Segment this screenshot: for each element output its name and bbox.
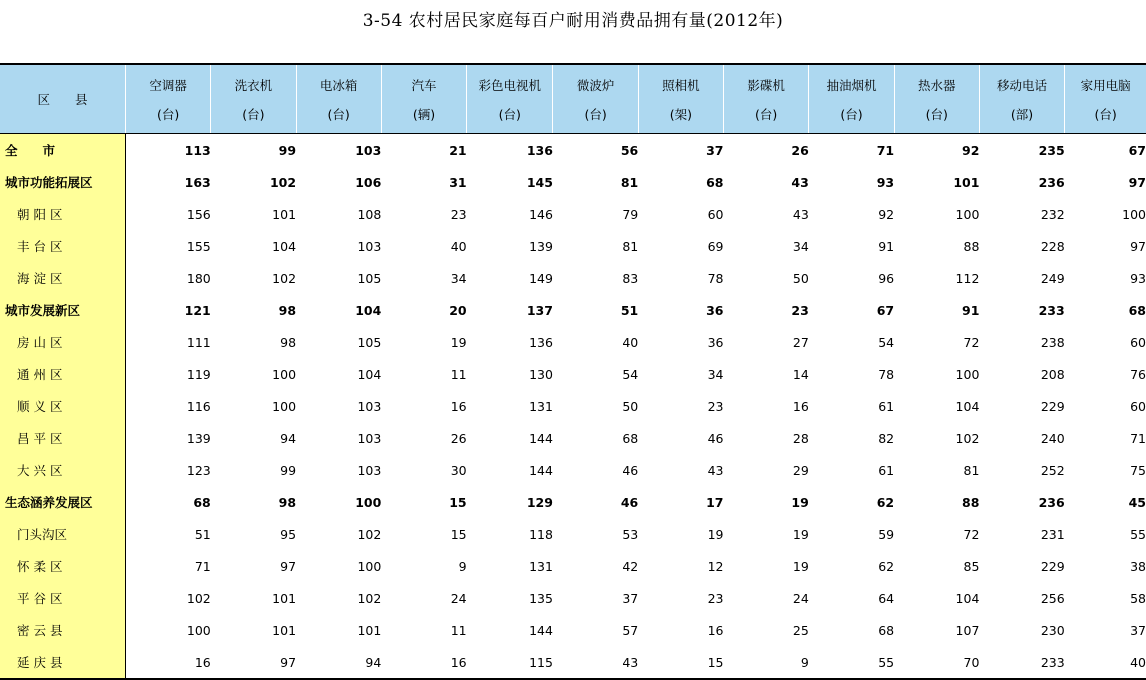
table-row [0,454,1146,486]
table-row [0,198,1146,230]
value-cell: 98 [278,302,297,318]
value-cell: 26 [791,142,809,158]
value-cell: 34 [707,366,724,382]
value-cell: 46 [622,462,639,478]
value-cell: 104 [955,590,980,606]
value-cell: 70 [894,646,979,679]
value-cell: 208 [1040,366,1065,382]
column-unit: (部) [1010,106,1034,122]
value-cell: 101 [272,206,297,222]
value-cell: 95 [280,526,297,542]
column-unit: (台) [925,106,948,122]
region-column-header: 区 县 [0,64,125,134]
value-cell: 131 [529,398,553,414]
value-cell: 9 [458,558,467,574]
value-cell: 58 [1130,590,1146,606]
column-name: 抽油烟机 [826,77,877,93]
region-cell: 海 淀 区 [0,262,125,294]
table-row [0,230,1146,262]
value-cell: 144 [529,462,553,478]
value-cell: 23 [450,206,467,222]
column-unit: (台) [840,106,863,122]
value-cell: 54 [622,366,639,382]
value-cell: 137 [526,302,553,318]
value-cell: 50 [792,270,809,286]
value-cell: 145 [526,174,553,190]
value-cell: 103 [355,142,382,158]
value-cell: 43 [553,646,638,679]
value-cell: 119 [186,366,211,382]
value-cell: 113 [184,142,211,158]
value-cell: 11 [450,366,467,382]
value-cell: 78 [707,270,724,286]
column-name: 汽车 [411,77,437,93]
value-cell: 24 [792,590,809,606]
value-cell: 36 [707,334,724,350]
value-cell: 103 [357,238,382,254]
value-cell: 40 [1065,646,1146,679]
value-cell: 230 [1040,622,1065,638]
value-cell: 100 [272,398,297,414]
value-cell: 229 [1040,558,1065,574]
value-cell: 36 [706,302,724,318]
value-cell: 93 [876,174,895,190]
column-header [894,64,979,134]
table-row [0,134,1146,167]
column-name: 照相机 [662,77,700,93]
table-row [0,422,1146,454]
column-header [125,64,210,134]
value-cell: 91 [878,238,895,254]
value-cell: 25 [792,622,809,638]
value-cell: 81 [620,174,639,190]
value-cell: 26 [450,430,467,446]
value-cell: 60 [707,206,724,222]
column-header [381,64,466,134]
value-cell: 43 [792,206,809,222]
column-unit: (台) [327,106,350,122]
value-cell: 9 [724,646,809,679]
value-cell: 108 [357,206,382,222]
value-cell: 16 [707,622,724,638]
value-cell: 45 [1128,494,1146,510]
value-cell: 85 [963,558,980,574]
value-cell: 72 [963,526,980,542]
value-cell: 100 [1122,206,1146,222]
value-cell: 75 [1130,462,1146,478]
value-cell: 37 [1130,622,1146,638]
table-row [0,262,1146,294]
value-cell: 54 [878,334,895,350]
region-cell: 大 兴 区 [0,454,125,486]
value-cell: 97 [211,646,296,679]
value-cell: 19 [450,334,467,350]
value-cell: 156 [186,206,211,222]
value-cell: 56 [620,142,639,158]
value-cell: 61 [878,398,895,414]
value-cell: 97 [280,558,297,574]
value-cell: 149 [529,270,553,286]
column-unit: (台) [242,106,265,122]
value-cell: 78 [878,366,895,382]
value-cell: 23 [707,398,724,414]
column-name: 家用电脑 [1080,77,1131,93]
region-cell: 朝 阳 区 [0,198,125,230]
value-cell: 51 [620,302,639,318]
region-cell: 昌 平 区 [0,422,125,454]
column-name: 彩色电视机 [478,77,542,93]
value-cell: 163 [184,174,211,190]
value-cell: 11 [450,622,467,638]
table-row [0,614,1146,646]
region-cell: 丰 台 区 [0,230,125,262]
header-row [0,64,1146,134]
value-cell: 51 [194,526,211,542]
value-cell: 81 [963,462,980,478]
value-cell: 31 [449,174,467,190]
value-cell: 23 [707,590,724,606]
value-cell: 236 [1038,174,1065,190]
value-cell: 14 [792,366,809,382]
value-cell: 104 [272,238,297,254]
value-cell: 94 [280,430,297,446]
value-cell: 238 [1040,334,1065,350]
value-cell: 23 [791,302,809,318]
value-cell: 42 [622,558,639,574]
value-cell: 19 [791,494,809,510]
value-cell: 67 [1128,142,1146,158]
value-cell: 82 [878,430,895,446]
value-cell: 55 [809,646,894,679]
table-row [0,486,1146,518]
value-cell: 94 [296,646,381,679]
value-cell: 130 [529,366,553,382]
column-header [809,64,894,134]
value-cell: 60 [1130,398,1146,414]
table-row [0,582,1146,614]
value-cell: 256 [1040,590,1065,606]
value-cell: 105 [357,270,382,286]
value-cell: 46 [707,430,724,446]
value-cell: 15 [450,526,467,542]
value-cell: 24 [450,590,467,606]
value-cell: 98 [280,334,297,350]
value-cell: 102 [955,430,980,446]
value-cell: 37 [622,590,639,606]
value-cell: 101 [357,622,382,638]
value-cell: 79 [622,206,639,222]
value-cell: 136 [529,334,553,350]
value-cell: 103 [357,430,382,446]
value-cell: 62 [876,494,895,510]
value-cell: 98 [278,494,297,510]
value-cell: 19 [707,526,724,542]
value-cell: 43 [707,462,724,478]
value-cell: 50 [622,398,639,414]
column-name: 微波炉 [576,77,615,93]
column-unit: (台) [156,106,180,122]
table-row [0,390,1146,422]
value-cell: 136 [526,142,553,158]
value-cell: 115 [467,646,553,679]
value-cell: 100 [955,206,980,222]
value-cell: 68 [193,494,211,510]
value-cell: 64 [878,590,895,606]
table-row [0,518,1146,550]
value-cell: 21 [449,142,467,158]
value-cell: 144 [529,622,553,638]
value-cell: 30 [450,462,467,478]
value-cell: 101 [272,590,297,606]
value-cell: 102 [186,590,211,606]
value-cell: 97 [1128,174,1146,190]
value-cell: 155 [186,238,211,254]
table-row [0,550,1146,582]
value-cell: 131 [529,558,553,574]
column-header [296,64,381,134]
value-cell: 15 [638,646,723,679]
value-cell: 55 [1130,526,1146,542]
value-cell: 139 [186,430,211,446]
value-cell: 231 [1040,526,1065,542]
table-row [0,326,1146,358]
value-cell: 118 [529,526,553,542]
value-cell: 67 [876,302,895,318]
value-cell: 102 [272,270,297,286]
value-cell: 38 [1130,558,1146,574]
value-cell: 135 [529,590,553,606]
region-cell: 生态涵养发展区 [0,486,125,518]
value-cell: 71 [876,142,895,158]
value-cell: 16 [450,398,467,414]
value-cell: 102 [357,590,382,606]
value-cell: 43 [791,174,809,190]
column-name: 影碟机 [747,77,785,93]
value-cell: 57 [622,622,639,638]
value-cell: 106 [355,174,382,190]
region-cell: 通 州 区 [0,358,125,390]
value-cell: 69 [707,238,724,254]
column-header [638,64,723,134]
region-cell: 怀 柔 区 [0,550,125,582]
value-cell: 19 [792,526,809,542]
value-cell: 100 [955,366,980,382]
region-cell: 平 谷 区 [0,582,125,614]
value-cell: 96 [878,270,895,286]
value-cell: 60 [1130,334,1146,350]
value-cell: 229 [1040,398,1065,414]
value-cell: 92 [878,206,895,222]
value-cell: 129 [526,494,553,510]
value-cell: 123 [186,462,211,478]
value-cell: 97 [1130,238,1146,254]
column-name: 移动电话 [997,77,1048,93]
value-cell: 68 [706,174,724,190]
table-body [0,134,1146,680]
value-cell: 40 [622,334,639,350]
value-cell: 111 [186,334,211,350]
column-unit: (台) [498,106,521,122]
column-header [979,64,1064,134]
value-cell: 71 [1130,430,1146,446]
value-cell: 102 [269,174,297,190]
data-table [0,63,1146,680]
value-cell: 104 [355,302,382,318]
value-cell: 100 [272,366,297,382]
value-cell: 92 [962,142,980,158]
value-cell: 240 [1040,430,1065,446]
column-header [1065,64,1146,134]
value-cell: 71 [194,558,211,574]
value-cell: 62 [878,558,895,574]
value-cell: 235 [1038,142,1065,158]
value-cell: 104 [357,366,382,382]
column-header [211,64,296,134]
column-unit: (台) [584,106,607,122]
value-cell: 103 [357,462,382,478]
column-name: 电冰箱 [319,77,358,93]
column-name: 热水器 [918,77,956,93]
value-cell: 16 [792,398,809,414]
value-cell: 100 [186,622,211,638]
column-header [553,64,638,134]
region-cell: 城市发展新区 [0,294,125,326]
value-cell: 116 [186,398,211,414]
value-cell: 102 [357,526,382,542]
value-cell: 139 [529,238,553,254]
value-cell: 29 [792,462,809,478]
value-cell: 40 [450,238,467,254]
value-cell: 68 [622,430,639,446]
region-cell: 密 云 县 [0,614,125,646]
value-cell: 236 [1038,494,1065,510]
value-cell: 107 [955,622,980,638]
table-row [0,294,1146,326]
value-cell: 16 [125,646,210,679]
value-cell: 144 [529,430,553,446]
region-cell: 城市功能拓展区 [0,166,125,198]
value-cell: 232 [1040,206,1065,222]
value-cell: 37 [706,142,724,158]
value-cell: 61 [878,462,895,478]
column-unit: (台) [755,106,778,122]
value-cell: 17 [706,494,724,510]
value-cell: 252 [1040,462,1065,478]
value-cell: 233 [1038,302,1065,318]
value-cell: 104 [955,398,980,414]
value-cell: 68 [1128,302,1146,318]
value-cell: 249 [1040,270,1065,286]
region-cell: 顺 义 区 [0,390,125,422]
value-cell: 101 [272,622,297,638]
value-cell: 103 [357,398,382,414]
value-cell: 91 [962,302,980,318]
value-cell: 34 [792,238,809,254]
region-cell: 房 山 区 [0,326,125,358]
value-cell: 12 [707,558,724,574]
region-cell: 延 庆 县 [0,646,125,679]
value-cell: 100 [355,494,382,510]
value-cell: 72 [963,334,980,350]
value-cell: 228 [1040,238,1065,254]
column-header [724,64,809,134]
value-cell: 19 [792,558,809,574]
table-header [0,64,1146,134]
value-cell: 93 [1130,270,1146,286]
value-cell: 99 [280,462,297,478]
value-cell: 101 [953,174,980,190]
value-cell: 99 [278,142,297,158]
region-cell: 全 市 [0,134,125,167]
value-cell: 53 [622,526,639,542]
value-cell: 121 [184,302,211,318]
column-unit: (辆) [412,106,436,122]
value-cell: 20 [449,302,467,318]
value-cell: 27 [792,334,809,350]
column-name: 洗衣机 [234,77,273,93]
value-cell: 112 [955,270,980,286]
table-row [0,358,1146,390]
value-cell: 28 [792,430,809,446]
value-cell: 34 [450,270,467,286]
column-name: 空调器 [149,77,187,93]
value-cell: 76 [1130,366,1146,382]
value-cell: 59 [878,526,895,542]
value-cell: 81 [622,238,639,254]
value-cell: 15 [449,494,467,510]
column-unit: (台) [1094,106,1117,122]
table-title: 3-54 农村居民家庭每百户耐用消费品拥有量(2012年) [362,11,784,31]
value-cell: 233 [979,646,1064,679]
value-cell: 46 [620,494,639,510]
value-cell: 68 [878,622,895,638]
value-cell: 180 [186,270,211,286]
table-row [0,166,1146,198]
region-cell: 门头沟区 [0,518,125,550]
value-cell: 16 [381,646,466,679]
table-row [0,646,1146,679]
value-cell: 105 [357,334,382,350]
column-unit: (架) [669,106,692,122]
value-cell: 88 [963,238,980,254]
value-cell: 146 [529,206,553,222]
value-cell: 83 [622,270,639,286]
value-cell: 100 [357,558,382,574]
value-cell: 88 [962,494,980,510]
column-header [467,64,553,134]
